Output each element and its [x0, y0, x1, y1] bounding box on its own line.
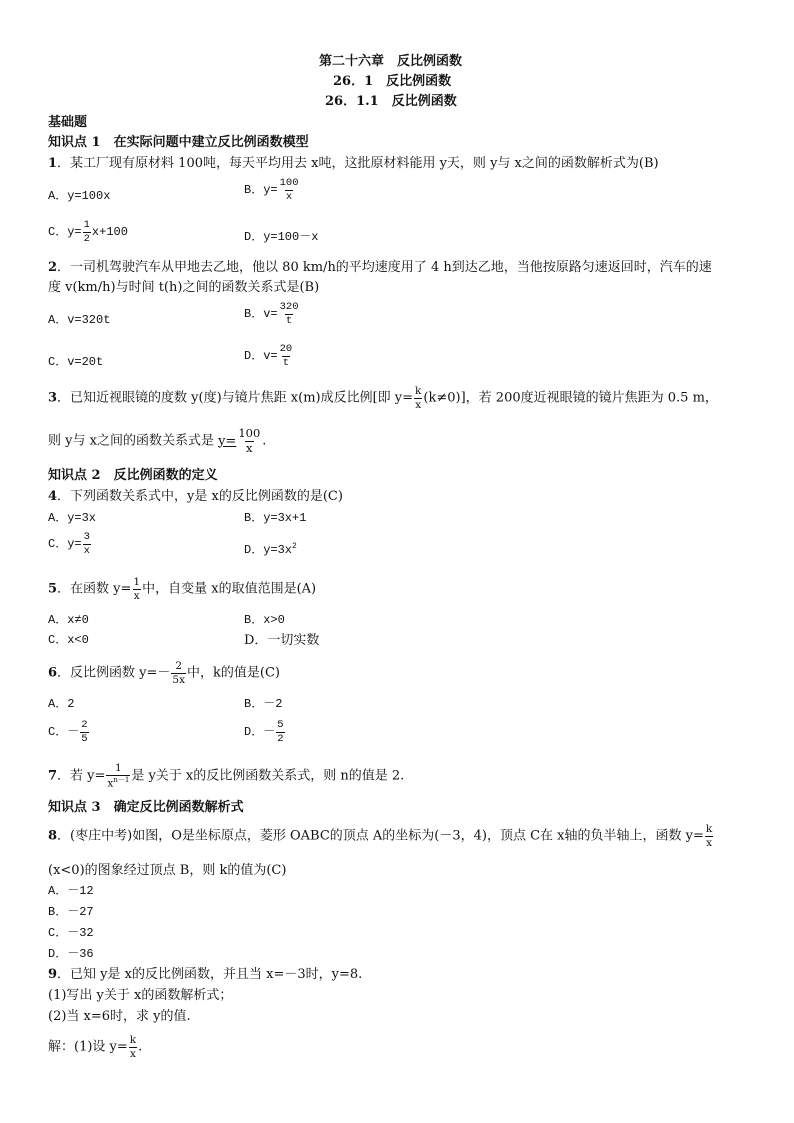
q8-option-d: D．－36: [48, 947, 94, 961]
q8-option-c: C．－32: [48, 926, 94, 940]
q1-option-b: B．y= $\frac{100}{x}$: [244, 177, 299, 203]
q6-option-d: D．－ $\frac{5}{2}$: [244, 719, 284, 745]
q2-option-b: B．v= $\frac{320}{t}$: [244, 301, 299, 327]
question-3-line1: 3．已知近视眼镜的度数 y(度)与镜片焦距 x(m)成反比例[即 y= $\frac{k}{x}$ (k≠0)]，若 200度近视眼镜的镜片焦距为 0.5 m，: [48, 385, 718, 411]
q4-option-d: D．$y=3x^2$: [244, 542, 297, 557]
question-8-line2: (x<0)的图象经过顶点 B，则 k的值为(C): [48, 863, 287, 878]
section-title: 26．1 反比例函数: [333, 74, 452, 89]
question-1: 1．某工厂现有原材料 100吨，每天平均用去 x吨，这批原材料能用 y天，则 y与 x之间的函数解析式为(B): [48, 156, 659, 171]
question-9: 9．已知 y是 x的反比例函数，并且当 x=－3时，y=8.: [48, 967, 363, 982]
q1-option-c: C．y= $\frac{1}{2}$ x+100: [48, 219, 128, 245]
question-2-line2: 度 v(km/h)与时间 t(h)之间的函数关系式是(B): [48, 280, 320, 295]
q4-option-c: C．y= $\frac{3}{x}$: [48, 531, 90, 557]
subsection-title: 26．1.1 反比例函数: [325, 94, 457, 109]
q1-option-a: A．y=100x: [48, 189, 111, 203]
level-label: 基础题: [48, 115, 88, 130]
q5-option-c: C．x<0: [48, 633, 89, 647]
question-4: 4．下列函数关系式中，y是 x的反比例函数的是(C): [48, 489, 343, 504]
q2-option-a: A．v=320t: [48, 313, 111, 327]
q4-option-a: A．y=3x: [48, 511, 97, 525]
question-2-line1: 2．一司机驾驶汽车从甲地去乙地，他以 80 km/h的平均速度用了 4 h到达乙地，当他按原路匀速返回时，汽车的速: [48, 260, 712, 275]
q2-option-d: D．v= $\frac{20}{t}$: [244, 343, 293, 369]
knowledge-point-2: 知识点 2 反比例函数的定义: [48, 468, 218, 483]
q8-option-a: A．－12: [48, 884, 94, 898]
knowledge-point-3: 知识点 3 确定反比例函数解析式: [48, 800, 244, 815]
q5-option-a: A．x≠0: [48, 613, 89, 627]
q9-part-1: (1)写出 y关于 x的函数解析式；: [48, 988, 233, 1003]
question-6: 6．反比例函数 y=－ $\frac{2}{5x}$ 中，k的值是(C): [48, 660, 280, 686]
chapter-title: 第二十六章 反比例函数: [319, 54, 463, 69]
q6-option-c: C．－ $\frac{2}{5}$: [48, 719, 88, 745]
q9-solution: 解：(1)设 y= $\frac{k}{x}$ .: [48, 1034, 143, 1060]
q5-option-d: D．一切实数: [244, 633, 320, 648]
question-5: 5．在函数 y= $\frac{1}{x}$ 中，自变量 x的取值范围是(A): [48, 576, 317, 602]
question-7: 7．若 y= $\frac{1}{x^{n-1}}$ 是 y关于 x的反比例函数关系式，则 n的值是 2.: [48, 762, 405, 789]
q8-option-b: B．－27: [48, 905, 94, 919]
question-8-line1: 8．(枣庄中考)如图，O是坐标原点，菱形 OABC的顶点 A的坐标为(－3，4)，顶点 C在 x轴的负半轴上，函数 y= $\frac{k}{x}$: [48, 823, 713, 849]
q9-part-2: (2)当 x=6时，求 y的值.: [48, 1009, 191, 1024]
question-3-line2: 则 y与 x之间的函数关系式是 y= $\frac{100}{x}$ .: [48, 426, 267, 455]
q4-option-b: B．y=3x+1: [244, 511, 307, 525]
q6-option-a: A．2: [48, 697, 75, 711]
q1-option-d: D．y=100－x: [244, 230, 319, 244]
q2-option-c: C．v=20t: [48, 355, 104, 369]
knowledge-point-1: 知识点 1 在实际问题中建立反比例函数模型: [48, 135, 309, 150]
q6-option-b: B．－2: [244, 697, 283, 711]
q5-option-b: B．x>0: [244, 613, 285, 627]
